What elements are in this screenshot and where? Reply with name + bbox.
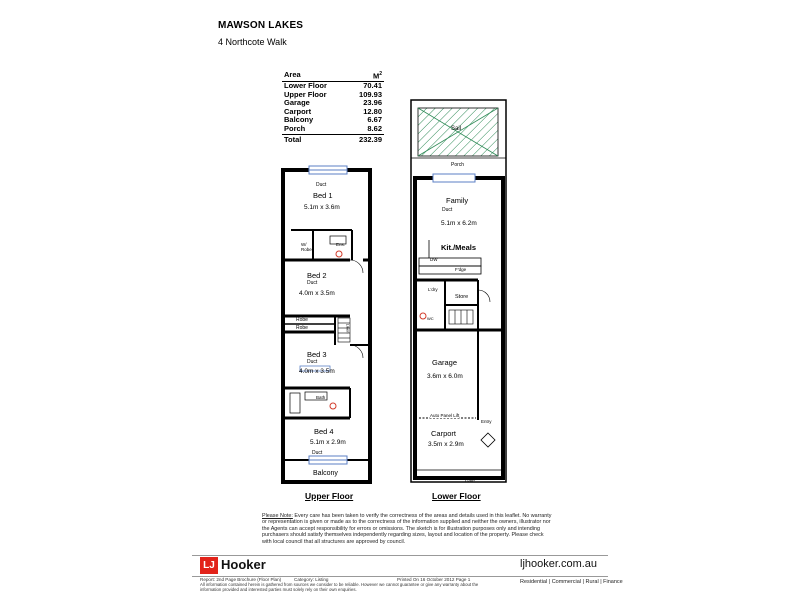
room-ens: Ens. xyxy=(336,242,346,247)
report-category: Category: Listing xyxy=(294,577,329,582)
room-garage-name: Garage xyxy=(432,358,458,367)
lower-floor-label: Lower Floor xyxy=(432,491,481,501)
area-row: Garage 23.96 xyxy=(284,98,382,108)
duct-label: Duct xyxy=(307,280,318,286)
room-bed1-name: Bed 1 xyxy=(313,191,333,200)
area-col-label: Area xyxy=(282,70,347,82)
room-bed3-name: Bed 3 xyxy=(307,350,327,359)
room-dw: DW xyxy=(430,257,438,262)
room-bed3-size: 4.0m x 3.5m xyxy=(299,368,335,375)
room-robe: Robe xyxy=(296,317,308,323)
listing-suburb: MAWSON LAKES xyxy=(218,20,304,31)
room-bath: Bath xyxy=(316,395,326,400)
duct-label: Duct xyxy=(307,359,318,365)
toilet-icon xyxy=(336,251,342,257)
printed-date: Printed On 16 October 2012 Page 1 xyxy=(397,577,471,582)
room-entry: Entry xyxy=(481,419,492,424)
area-row: Porch 8.62 xyxy=(284,124,382,134)
area-total-row: Total 232.39 xyxy=(284,134,382,144)
service-tags: Residential | Commercial | Rural | Finance xyxy=(520,579,623,585)
report-name: Report: 2nd Page Brochure (Floor Plan) xyxy=(200,577,282,582)
room-kitmeals: Kit./Meals xyxy=(441,243,477,252)
room-family-name: Family xyxy=(446,196,469,205)
auto-panel-lift-label: Auto Panel Lift xyxy=(430,413,460,418)
upper-floor-label: Upper Floor xyxy=(305,491,354,501)
room-bed4-name: Bed 4 xyxy=(314,427,334,436)
brand-name: Hooker xyxy=(221,557,266,572)
room-linen: Linen xyxy=(345,323,351,334)
room-balcony: Balcony xyxy=(313,470,338,477)
room-bed2-size: 4.0m x 3.5m xyxy=(299,290,335,297)
area-row: Lower Floor 70.41 xyxy=(284,81,382,91)
room-store: Store xyxy=(455,294,469,300)
room-carport-name: Carport xyxy=(431,429,457,438)
footer-disclaimer: All information contained herein is gathered from sources we consider to be reliable. However we cannot guarantee or give any warranty about the information provided and interested parties must solely rely on their own enquiries. xyxy=(200,582,479,592)
room-bed4-size: 5.1m x 2.9m xyxy=(310,439,346,446)
area-col-unit: $M^2$ xyxy=(347,70,384,82)
room-wc: WC xyxy=(427,316,434,321)
room-fridge: F'dge xyxy=(455,267,467,272)
room-sail: Sail xyxy=(451,126,462,132)
duct-label: Duct xyxy=(316,182,327,188)
room-bed1-size: 5.1m x 3.6m xyxy=(304,204,340,211)
area-row: Balcony 6.67 xyxy=(284,115,382,125)
duct-label: Duct xyxy=(442,207,453,213)
lower-floor-plan xyxy=(411,100,506,482)
room-wirobe: W/ Robe xyxy=(301,242,312,252)
disclaimer-notes: Please Note: Every care has been taken to verify the correctness of the areas and details used in this leaflet. No warranty or representation is given or made as to the correctness of the information supplied and neither the owners, illustrator nor the Agents can accept responsibility for errors or omissions. The sketch is for illustration purposes only and intending purchasers should satisfy themselves independently regarding sizes, layout and location of the property. Please check with local council that all structures are approved by council. xyxy=(262,513,552,545)
area-row: Carport 12.80 xyxy=(284,106,382,116)
room-laundry: L'dry xyxy=(428,287,438,292)
duct-label: Duct xyxy=(312,450,323,456)
area-row: Upper Floor 109.93 xyxy=(284,89,382,99)
room-garage-size: 3.6m x 6.0m xyxy=(427,373,463,380)
room-bed2-name: Bed 2 xyxy=(307,271,327,280)
room-carport-size: 3.5m x 2.9m xyxy=(428,441,464,448)
room-porch: Porch xyxy=(451,162,465,168)
room-robe: Robe xyxy=(296,325,308,331)
gate-label: Gate xyxy=(465,478,475,483)
website-link[interactable]: ljhooker.com.au xyxy=(520,558,598,570)
listing-address: 4 Northcote Walk xyxy=(218,37,287,47)
lj-hooker-logo-mark: LJ xyxy=(200,557,218,574)
room-family-size: 5.1m x 6.2m xyxy=(441,220,477,227)
